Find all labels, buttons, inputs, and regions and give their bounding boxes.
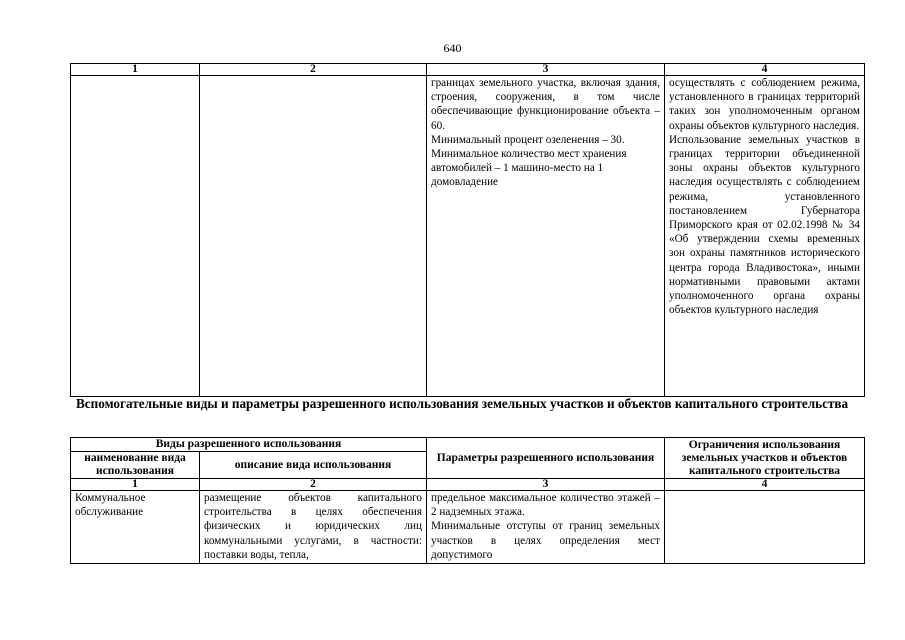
column-number: 4	[665, 479, 865, 491]
column-number-row	[71, 64, 865, 76]
header-row	[71, 438, 865, 452]
table-row	[71, 491, 865, 564]
column-number: 1	[71, 479, 200, 491]
column-number: 2	[200, 64, 427, 76]
column-number: 2	[200, 479, 427, 491]
column-number: 3	[427, 64, 665, 76]
restriction-text: Использование земельных участков в границах территории объединенной зоны охраны объектов культурного наследия осуществлять с соблюдением режима, установленного постановлением Губернатора Приморского края от 02.02.1998 № 34 «Об утверждении схемы временных зон охраны памятников исторического центра города Владивостока», иными нормативными правовыми актами уполномоченного органа охраны объектов культурного наследия	[669, 133, 860, 317]
restriction-text: осуществлять с соблюдением режима, установленного в границах территорий таких зон уполномоченным органом охраны объектов культурного наследия.	[669, 77, 860, 132]
table-cell-description	[200, 76, 427, 397]
parameter-text: предельное максимальное количество этажей – 2 надземных этажа.	[431, 492, 660, 519]
column-group-header: Виды разрешенного использования	[71, 438, 427, 452]
column-header-parameters: Параметры разрешенного использования	[427, 438, 665, 479]
column-number: 4	[665, 64, 865, 76]
page-number: 640	[443, 41, 462, 55]
table-cell-description: размещение объектов капитального строительства в целях обеспечения физических и юридических лиц коммунальными услугами, в частности: поставки воды, тепла,	[200, 491, 427, 564]
column-number: 1	[71, 64, 200, 76]
table-cell-restrictions	[665, 76, 865, 397]
column-header-description: описание вида использования	[200, 452, 427, 479]
table-row	[71, 76, 865, 397]
column-header-restrictions: Ограничения использования земельных участков и объектов капитального строительства	[665, 438, 865, 479]
section-title: Вспомогательные виды и параметры разрешенного использования земельных участков и объектов капитального строительства	[76, 396, 849, 411]
table-cell-parameters	[427, 76, 665, 397]
parameter-text: Минимальный процент озеленения – 30.	[431, 133, 625, 146]
column-header-name: наименование вида использования	[71, 452, 200, 479]
column-number-row	[71, 479, 865, 491]
table-cell-parameters	[427, 491, 665, 564]
table-cell-restrictions	[665, 491, 865, 564]
table-cell-name	[71, 76, 200, 397]
parameter-text: Минимальное количество мест хранения автомобилей – 1 машино-место на 1 домовладение	[431, 148, 627, 189]
auxiliary-uses-table	[70, 437, 865, 564]
column-number: 3	[427, 479, 665, 491]
table-cell-name: Коммунальное обслуживание	[71, 491, 200, 564]
zoning-table-continued	[70, 63, 865, 397]
parameter-text: границах земельного участка, включая здания, строения, сооружения, в том числе обеспечивающие функционирование объекта – 60.	[431, 77, 660, 132]
parameter-text: Минимальные отступы от границ земельных участков в целях определения мест допустимого	[431, 520, 660, 561]
